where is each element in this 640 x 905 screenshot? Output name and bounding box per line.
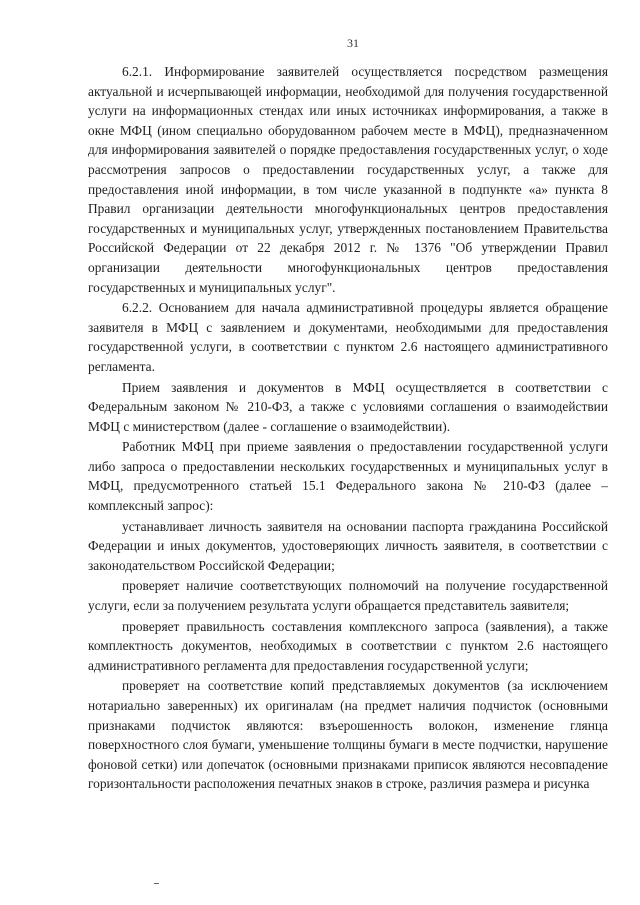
paragraph-reception: Прием заявления и документов в МФЦ осуществляется в соответствии с Федеральным законом № 210-ФЗ, а также с условиями соглашения о взаимодействии МФЦ с министерством (далее - соглашение о взаимодействии). [88,379,608,434]
document-body [88,62,608,794]
paragraph-authority-check: проверяет наличие соответствующих полномочий на получение государственной услуги, если за получением результата услуги обращается представитель заявителя; [88,578,608,614]
scan-artifact-mark [154,883,159,884]
paragraph-6-2-2: 6.2.2. Основанием для начала административной процедуры является обращение заявителя в МФЦ с заявлением и документами, необходимыми для предоставления государственной услуги, в соответствии с пунктом 2.6 настоящего административного регламента. [88,300,608,374]
page-number: 31 [347,36,359,50]
paragraph-completeness-check: проверяет правильность составления комплексного запроса (заявления), а также комплектность документов, необходимых в соответствии с пунктом 2.6 настоящего административного регламента для предоставления государственной услуги; [88,618,608,673]
paragraph-copies-check: проверяет на соответствие копий представляемых документов (за исключением нотариально заверенных) их оригиналам (на предмет наличия подчисток (основными признаками подчисток являются: взъерошенность волокон, изменение глянца поверхностного слоя бумаги, уменьшение толщины бумаги в месте подчистки, нарушение фоновой сетки) или допечаток (основными признаками приписок являются несовпадение горизонтальности расположения печатных знаков в строке, различия размера и рисунка [88,678,608,792]
paragraph-identity-check: устанавливает личность заявителя на основании паспорта гражданина Российской Федерации и иных документов, удостоверяющих личность заявителя, в соответствии с законодательством Российской Федерации; [88,518,608,573]
document-page [88,0,608,905]
paragraph-6-2-1: 6.2.1. Информирование заявителей осуществляется посредством размещения актуальной и исчерпывающей информации, необходимой для получения государственной услуги на информационных стендах или иных источниках информирования, а также в окне МФЦ (ином специально оборудованном рабочем месте в МФЦ), предназначенном для информирования заявителей о порядке предоставления государственных услуг, о ходе рассмотрения запросов о предоставлении государственных услуг, а также для предоставления иной информации, в том числе указанной в подпункте «а» пункта 8 Правил организации деятельности многофункциональных центров предоставления государственных и муниципальных услуг, утвержденных постановлением Правительства Российской Федерации от 22 декабря 2012 г. № 1376 "Об утверждении Правил организации деятельности многофункциональных центров предоставления государственных и муниципальных услуг". [88,64,608,295]
paragraph-mfc-worker: Работник МФЦ при приеме заявления о предоставлении государственной услуги либо запроса о предоставлении нескольких государственных и муниципальных услуг в МФЦ, предусмотренного статьей 15.1 Федерального закона № 210-ФЗ (далее – комплексный запрос): [88,439,608,514]
